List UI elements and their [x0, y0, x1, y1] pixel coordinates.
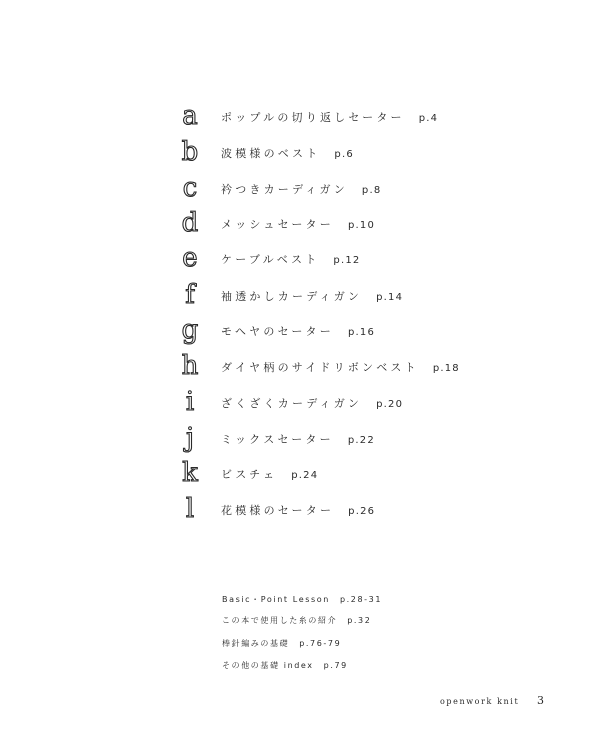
- toc-entry[interactable]: [0, 280, 600, 324]
- footer-page-number: 3: [537, 694, 544, 707]
- toc-letter: k: [182, 458, 198, 488]
- toc-letter: h: [181, 351, 199, 381]
- toc-title: 波模様のベスト p.6: [221, 147, 354, 160]
- toc-page: p.6: [334, 149, 354, 160]
- toc-page: p.20: [376, 399, 404, 410]
- toc-letter: l: [185, 494, 195, 524]
- supplementary-page: p.32: [347, 616, 372, 625]
- supplementary-item[interactable]: [222, 638, 341, 649]
- supplementary-title: 棒針編みの基礎: [222, 639, 290, 648]
- toc-page: p.18: [432, 363, 460, 374]
- supplementary-item[interactable]: [222, 660, 348, 671]
- toc-title: ダイヤ柄のサイドリボンベスト p.18: [221, 361, 460, 374]
- toc-entry[interactable]: [0, 387, 600, 431]
- supplementary-page: p.76-79: [299, 639, 342, 648]
- toc-title: ポップルの切り返しセーター p.4: [221, 111, 439, 124]
- toc-letter: i: [185, 387, 195, 417]
- supplementary-page: p.28-31: [339, 595, 383, 604]
- toc-page: p.24: [291, 470, 319, 481]
- toc-page: p.26: [348, 506, 376, 517]
- toc-page: p.22: [347, 435, 375, 446]
- toc-page: p.16: [347, 327, 376, 338]
- toc-entry[interactable]: [0, 494, 600, 538]
- footer-book-title: openwork knit: [440, 697, 520, 706]
- toc-entry[interactable]: [0, 208, 600, 252]
- supplementary-item[interactable]: [222, 594, 382, 605]
- toc-page: p.10: [347, 220, 376, 231]
- supplementary-title: この本で使用した糸の紹介: [222, 616, 338, 625]
- toc-entry[interactable]: [0, 173, 600, 217]
- toc-letter: c: [182, 173, 198, 203]
- toc-title: 衿つきカーディガン p.8: [221, 183, 382, 196]
- toc-title: ミックスセーター p.22: [221, 433, 375, 446]
- toc-title: 袖透かしカーディガン p.14: [221, 290, 404, 303]
- toc-letter: a: [182, 101, 198, 131]
- toc-entry[interactable]: [0, 243, 600, 287]
- supplementary-item[interactable]: [222, 615, 371, 626]
- toc-title: ケーブルベスト p.12: [221, 253, 361, 266]
- toc-entry[interactable]: [0, 315, 600, 359]
- toc-entry[interactable]: [0, 101, 600, 145]
- toc-title: ざくざくカーディガン p.20: [221, 397, 404, 410]
- toc-title: メッシュセーター p.10: [221, 218, 376, 231]
- toc-letter: b: [181, 137, 199, 167]
- toc-letter: j: [185, 423, 195, 453]
- toc-letter: f: [185, 280, 195, 310]
- toc-entry[interactable]: [0, 458, 600, 502]
- toc-entry[interactable]: [0, 137, 600, 181]
- toc-page: p.12: [333, 255, 361, 266]
- supplementary-title: Basic・Point Lesson: [222, 595, 330, 604]
- toc-title: 花模様のセーター p.26: [221, 504, 376, 517]
- toc-page: p.14: [376, 292, 404, 303]
- toc-letter: e: [182, 243, 198, 273]
- toc-letter: d: [181, 208, 199, 238]
- toc-title: モヘヤのセーター p.16: [221, 325, 376, 338]
- toc-entry[interactable]: [0, 423, 600, 467]
- toc-entry[interactable]: [0, 351, 600, 395]
- toc-page: p.8: [361, 185, 382, 196]
- toc-letter: g: [181, 315, 199, 345]
- toc-page: p.4: [418, 113, 439, 124]
- supplementary-page: p.79: [323, 661, 348, 670]
- supplementary-title: その他の基礎 index: [222, 661, 314, 670]
- toc-title: ビスチェ p.24: [221, 468, 319, 481]
